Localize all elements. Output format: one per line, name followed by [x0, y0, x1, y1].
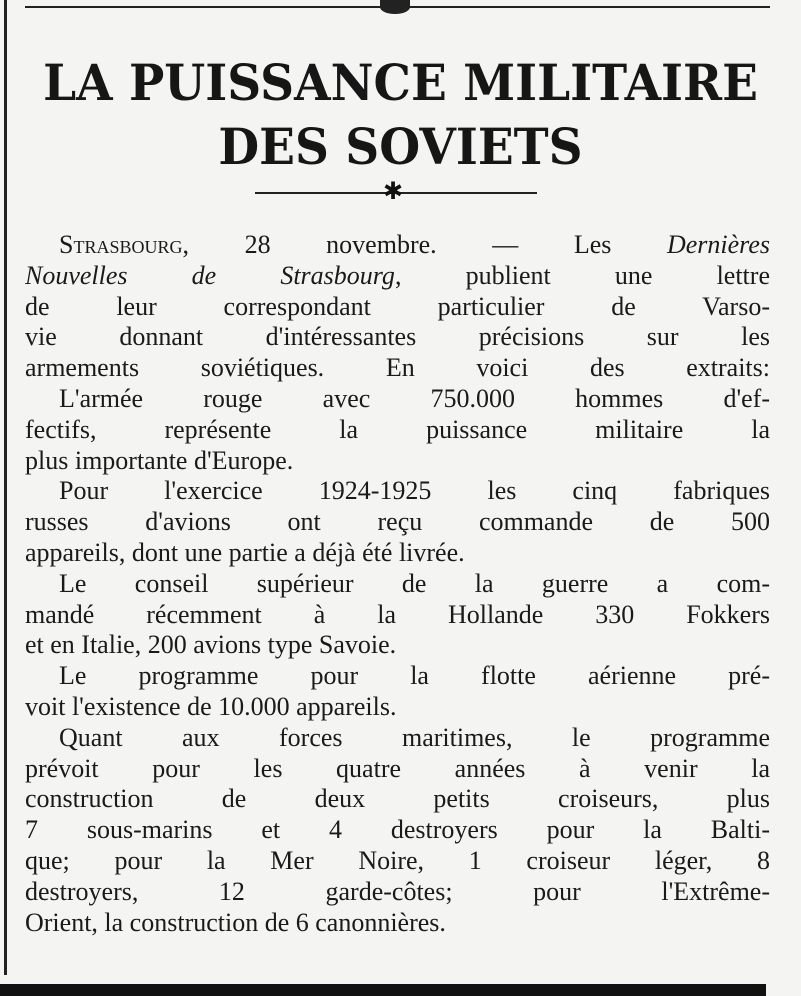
article-line: fectifs, représente la puissance militaire la [25, 414, 770, 444]
article-line: russes d'avions ont reçu commande de 500 [25, 507, 770, 537]
text-span: , 28 novembre. — Les [182, 230, 667, 259]
article-line: prévoit pour les quatre années à venir la [25, 753, 770, 783]
article-line: construction de deux petits croiseurs, plus [25, 784, 770, 814]
article-line [25, 261, 770, 292]
article-line: appareils, dont une partie a déjà été livrée. [25, 537, 465, 567]
newspaper-name: Dernières [666, 230, 770, 259]
article-line: Le programme pour la flotte aérienne pré- [59, 661, 770, 691]
article-line: Quant aux forces maritimes, le programme [59, 722, 770, 752]
star-icon: ✱ [383, 179, 404, 205]
dateline-place: Strasbourg [59, 230, 183, 259]
article-line: L'armée rouge avec 750.000 hommes d'ef- [59, 383, 770, 413]
article-line: Pour l'exercice 1924-1925 les cinq fabriques [59, 476, 770, 506]
article-body [25, 230, 770, 938]
newspaper-name: Nouvelles de Strasbourg [25, 260, 395, 290]
article-line: et en Italie, 200 avions type Savoie. [25, 630, 397, 660]
article-line: de leur correspondant particulier de Varso- [25, 291, 770, 321]
article-line: voit l'existence de 10.000 appareils. [25, 691, 397, 721]
article-line: 7 sous-marins et 4 destroyers pour la Balti- [25, 815, 770, 845]
headline-line-2: DES SOVIETS [218, 118, 583, 177]
article-line: mandé récemment à la Hollande 330 Fokkers [25, 599, 770, 629]
article-line: Le conseil supérieur de la guerre a com- [59, 568, 770, 598]
article-line: plus importante d'Europe. [25, 445, 294, 475]
article-line: armements soviétiques. En voici des extraits: [25, 353, 770, 383]
article-line [25, 230, 770, 261]
article-line: que; pour la Mer Noire, 1 croiseur léger, 8 [25, 845, 770, 875]
article-line: Orient, la construction de 6 canonnières. [25, 907, 446, 937]
bottom-rule [0, 984, 766, 996]
article-line: destroyers, 12 garde-côtes; pour l'Extrême- [25, 876, 770, 906]
article-line: vie donnant d'intéressantes précisions sur les [25, 322, 770, 352]
top-ornament [380, 0, 410, 14]
text-span: , publient une lettre [394, 260, 770, 290]
headline-line-1: LA PUISSANCE MILITAIRE [43, 54, 758, 113]
